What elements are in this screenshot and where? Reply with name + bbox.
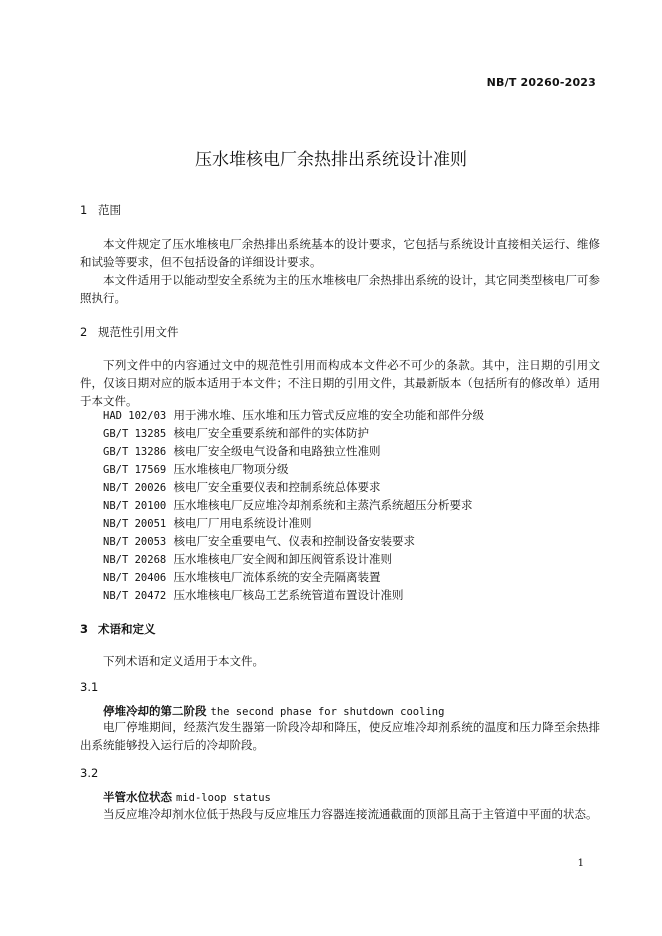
term-definition: 当反应堆冷却剂水位低于热段与反应堆压力容器连接流通截面的顶部且高于主管道中平面的状态。 bbox=[103, 807, 598, 821]
reference-item bbox=[103, 568, 381, 587]
reference-code: HAD 102/03 bbox=[103, 410, 167, 422]
section-1-number: 1 bbox=[80, 203, 88, 217]
term-en: mid-loop status bbox=[176, 792, 271, 804]
section-2-heading bbox=[80, 324, 179, 340]
section-1-heading bbox=[80, 202, 121, 218]
reference-title: 核电厂安全级电气设备和电路独立性准则 bbox=[173, 444, 381, 458]
reference-code: GB/T 17569 bbox=[103, 464, 167, 476]
reference-item bbox=[103, 550, 392, 569]
term-cn: 停堆冷却的第二阶段 bbox=[103, 704, 207, 718]
reference-title: 核电厂厂用电系统设计准则 bbox=[173, 516, 312, 530]
term-number: 3.2 bbox=[80, 766, 99, 780]
reference-title: 用于沸水堆、压水堆和压力管式反应堆的安全功能和部件分级 bbox=[173, 408, 485, 422]
term-definition: 电厂停堆期间，经蒸汽发生器第一阶段冷却和降压，使反应堆冷却剂系统的温度和压力降至余热排出系统能够投入运行后的冷却阶段。 bbox=[80, 720, 600, 752]
section-2-title: 规范性引用文件 bbox=[98, 325, 179, 339]
term-heading bbox=[103, 789, 271, 805]
reference-code: NB/T 20100 bbox=[103, 500, 167, 512]
section-3-heading bbox=[80, 621, 156, 637]
term-number: 3.1 bbox=[80, 680, 99, 694]
document-title: 压水堆核电厂余热排出系统设计准则 bbox=[195, 150, 467, 170]
reference-title: 核电厂安全重要仪表和控制系统总体要求 bbox=[173, 480, 381, 494]
section-1-title: 范围 bbox=[98, 203, 121, 217]
reference-code: NB/T 20472 bbox=[103, 590, 167, 602]
reference-title: 压水堆核电厂流体系统的安全壳隔离装置 bbox=[173, 570, 381, 584]
section-3-title: 术语和定义 bbox=[98, 622, 156, 636]
reference-title: 压水堆核电厂安全阀和卸压阀管系设计准则 bbox=[173, 552, 393, 566]
reference-item bbox=[103, 478, 381, 497]
reference-item bbox=[103, 514, 312, 533]
reference-title: 核电厂安全重要系统和部件的实体防护 bbox=[173, 426, 370, 440]
reference-item bbox=[103, 460, 289, 479]
section-3-number: 3 bbox=[80, 622, 89, 636]
term-heading bbox=[103, 703, 444, 719]
standard-number: NB/T 20260-2023 bbox=[486, 76, 596, 89]
term-cn: 半管水位状态 bbox=[103, 790, 172, 804]
reference-title: 压水堆核电厂反应堆冷却剂系统和主蒸汽系统超压分析要求 bbox=[173, 498, 473, 512]
reference-item bbox=[103, 424, 369, 443]
reference-item bbox=[103, 442, 381, 461]
section-1-paragraph-1: 本文件规定了压水堆核电厂余热排出系统基本的设计要求，它包括与系统设计直接相关运行、维修和试验等要求，但不包括设备的详细设计要求。 bbox=[80, 237, 600, 269]
reference-code: NB/T 20268 bbox=[103, 554, 167, 566]
reference-title: 核电厂安全重要电气、仪表和控制设备安装要求 bbox=[173, 534, 416, 548]
term-en: the second phase for shutdown cooling bbox=[210, 706, 445, 718]
section-1-paragraph-2: 本文件适用于以能动型安全系统为主的压水堆核电厂余热排出系统的设计，其它同类型核电厂可参照执行。 bbox=[80, 273, 600, 305]
reference-item bbox=[103, 406, 484, 425]
reference-code: GB/T 13285 bbox=[103, 428, 167, 440]
reference-item bbox=[103, 532, 415, 551]
reference-title: 压水堆核电厂核岛工艺系统管道布置设计准则 bbox=[173, 588, 404, 602]
page-number: 1 bbox=[577, 858, 584, 869]
section-2-number: 2 bbox=[80, 325, 88, 339]
reference-code: NB/T 20051 bbox=[103, 518, 167, 530]
section-3-intro: 下列术语和定义适用于本文件。 bbox=[103, 654, 264, 668]
reference-code: NB/T 20053 bbox=[103, 536, 167, 548]
reference-code: NB/T 20026 bbox=[103, 482, 167, 494]
reference-title: 压水堆核电厂物项分级 bbox=[173, 462, 289, 476]
reference-code: GB/T 13286 bbox=[103, 446, 167, 458]
reference-item bbox=[103, 586, 404, 605]
section-2-intro: 下列文件中的内容通过文中的规范性引用而构成本文件必不可少的条款。其中，注日期的引用文件，仅该日期对应的版本适用于本文件；不注日期的引用文件，其最新版本（包括所有的修改单）适用于本文件。 bbox=[80, 358, 600, 408]
reference-item bbox=[103, 496, 473, 515]
reference-code: NB/T 20406 bbox=[103, 572, 167, 584]
